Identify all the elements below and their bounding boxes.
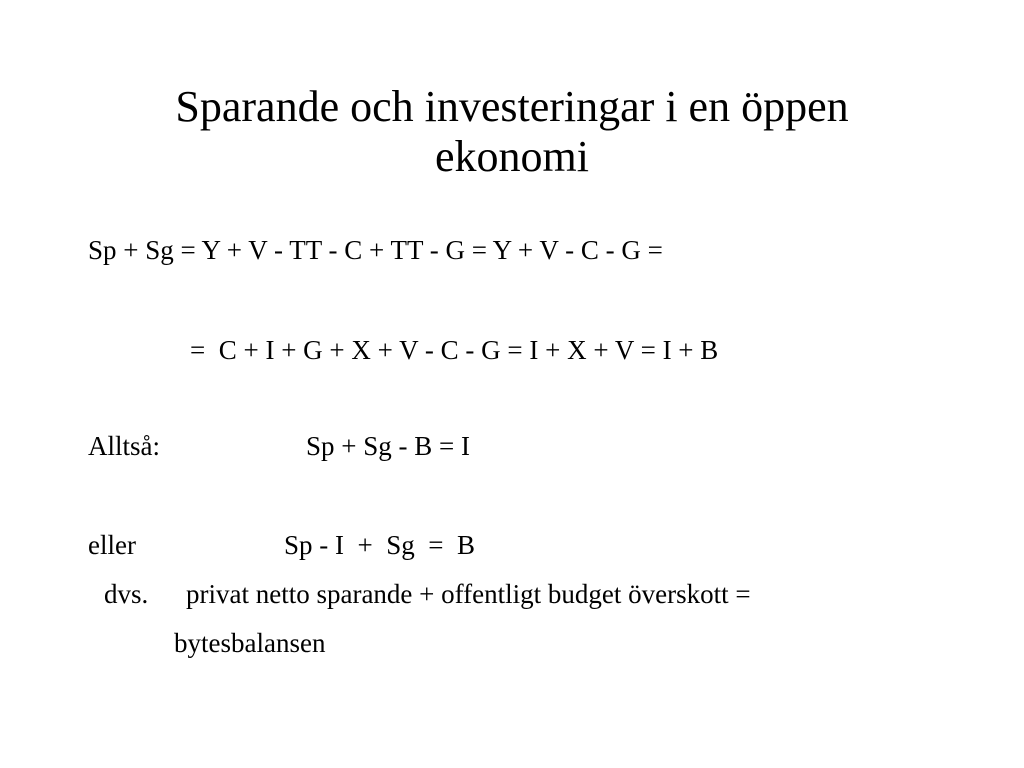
- equation-savings-sum: Sp + Sg = Y + V - TT - C + TT - G = Y + V - C - G =: [88, 235, 663, 265]
- title-line-2: ekonomi: [435, 132, 589, 181]
- title-line-1: Sparande och investeringar i en öppen: [175, 82, 849, 131]
- eller-label: eller: [88, 530, 136, 560]
- dvs-text-continuation: bytesbalansen: [174, 628, 326, 658]
- slide-title: [0, 82, 1024, 182]
- alltsa-label: Alltså:: [88, 431, 160, 461]
- dvs-label: dvs.: [104, 579, 149, 609]
- equation-continuation: = C + I + G + X + V - C - G = I + X + V = I + B: [190, 335, 719, 365]
- alltsa-equation: Sp + Sg - B = I: [306, 431, 470, 461]
- eller-equation: Sp - I + Sg = B: [284, 530, 475, 560]
- dvs-text: privat netto sparande + offentligt budget överskott =: [186, 579, 751, 609]
